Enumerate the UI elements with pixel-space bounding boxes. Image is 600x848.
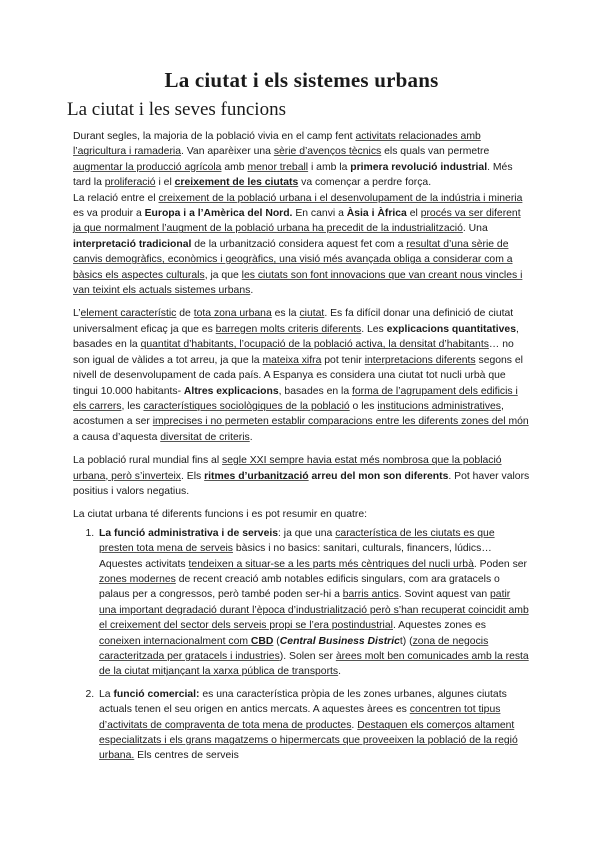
text: , ja que: [204, 269, 242, 281]
underlined-text: segle XXI sempre havia estat més nombrosa que la població urbana, però s’inverteix: [73, 455, 502, 482]
text: i amb la: [308, 161, 351, 173]
underlined-text: sèrie d’avenços tècnics: [273, 146, 382, 158]
text: de la urbanització considera aquest fet com a: [191, 238, 407, 250]
underlined-text: coneixen internacionalment com: [99, 635, 251, 647]
underlined-text: institucions administratives: [377, 400, 501, 412]
text: . Sovint aquest van: [398, 589, 491, 601]
bold-text: interpretació tradicional: [73, 238, 192, 250]
underlined-text: element característic: [80, 308, 177, 320]
underlined-text: zones modernes: [99, 573, 176, 585]
text: , acostumen a ser: [73, 400, 504, 428]
underlined-text: barregen molts criteris diferents: [215, 323, 362, 335]
bold-text: Europa i a l’Amèrica del Nord.: [144, 208, 293, 220]
underlined-text: quantitat d’habitants, l’ocupació de la població activa, la densitat d’habitants: [140, 339, 489, 351]
text: bàsics i no basics: sanitari, culturals, financers, lúdics… Aquestes activitats: [99, 543, 492, 570]
text: a causa d’aquesta: [73, 431, 161, 443]
underlined-text: menor treball: [247, 161, 309, 173]
underlined-text: mateixa xifra: [262, 354, 322, 366]
underlined-text: tendeixen a situar-se a les parts més cèntriques del nucli urbà: [188, 558, 474, 570]
underlined-text: interpretacions diferents: [364, 354, 476, 366]
underlined-text: Destaquen els comerços altament especialitzats i els grans magatzems o hipermercats que proveeixen la població de la regió urbana.: [99, 719, 518, 762]
bold-text: Altres explicacions: [183, 385, 279, 397]
text: ). Solen ser: [279, 651, 336, 662]
text: es la: [271, 308, 300, 320]
underlined-text: procés va ser diferent ja que normalment l’augment de la població urbana ha precedit de la industrialització: [73, 208, 521, 235]
bold-text: arreu del mon son diferents: [308, 470, 449, 482]
text: . Una: [462, 223, 488, 235]
text: els quals van permetre: [381, 146, 490, 158]
text: o les: [349, 400, 378, 412]
bold-text: La funció administrativa i de serveis: [99, 527, 279, 539]
text: .: [250, 285, 254, 297]
text: . Els: [181, 470, 205, 482]
text: .: [351, 719, 358, 731]
text: Durant segles, la majoria de la població vivia en el camp fent: [73, 131, 356, 142]
underlined-text: patir una important degradació durant l’època d’industrialització però s’han recuperat coincidit amb el creixement del sector dels serveis propi se l’era postindustrial: [99, 589, 529, 632]
text: La població rural mundial fins al: [73, 455, 223, 467]
text: La: [99, 688, 114, 700]
text: L’: [73, 308, 81, 320]
text: (: [273, 635, 280, 647]
underlined-text: les ciutats son font innovacions que van creant nous vincles i van teixint els actuals sistemes urbans: [73, 269, 523, 297]
underlined-text: concentren tot tipus d’activitats de compraventa de tota mena de productes: [99, 704, 501, 731]
text: En canvi a: [292, 208, 347, 220]
bold-underlined-text: CBD: [250, 635, 274, 647]
underlined-text: forma de l’agrupament dels edificis i els carrers: [73, 385, 518, 412]
list-item: [97, 526, 530, 680]
underlined-text: resultat d’una sèrie de canvis demogràfics, econòmics i geogràfics, una visió més avançada obliga a considerar com a bàsics els aspectes culturals: [73, 238, 513, 281]
underlined-text: característica de les ciutats es que presten tota mena de serveis: [99, 527, 495, 555]
text: .: [338, 666, 342, 678]
text: de: [176, 308, 194, 320]
text: i el: [155, 177, 175, 189]
bold-text: Àsia i Àfrica: [346, 208, 407, 220]
paragraph-history: [73, 129, 530, 298]
text: , basades en la: [278, 385, 353, 397]
underlined-text: activitats relacionades amb l’agricultura i ramaderia: [73, 131, 481, 158]
text: segons el nivell de desenvolupament de cada país. A Espanya es considera una ciutat tot nucli urbà que tingui 10.000 habitants-: [73, 354, 523, 397]
underlined-text: zona de negocis caracteritzada per gratacels i industries: [99, 635, 489, 662]
list-item: [97, 687, 530, 764]
text: . Es fa difícil donar una definició de ciutat universalment eficaç ja que es: [73, 308, 514, 335]
text: el: [406, 208, 421, 220]
page-title: La ciutat i els sistemes urbans: [164, 68, 439, 92]
text: . Pot haver valors positius i valors negatius.: [73, 470, 530, 497]
underlined-text: proliferació: [104, 177, 156, 189]
text: La relació entre el: [73, 192, 159, 204]
underlined-text: creixement de la població urbana i el desenvolupament de la indústria i mineria: [158, 192, 523, 204]
text: , les: [121, 400, 144, 412]
text: , basades en la: [73, 323, 519, 351]
text: de recent creació amb notables edificis singulars, com ara gratacels o palaus per a congressos, però també poden ser-hi a: [99, 573, 500, 601]
text: . Aquestes zones es: [392, 620, 486, 632]
bold-italic-text: Central Business Distric: [279, 635, 400, 647]
paragraph-functions-intro: La ciutat urbana té diferents funcions i es pot resumir en quatre:: [73, 509, 367, 521]
bold-underlined-text: ritmes d’urbanització: [204, 470, 309, 482]
underlined-text: tota zona urbana: [193, 308, 272, 320]
text: Els centres de serveis: [134, 750, 239, 762]
text: amb: [221, 161, 248, 173]
paragraph-urbanization: [73, 453, 530, 499]
text: pot tenir: [321, 354, 365, 366]
underlined-text: imprecises i no permeten establir comparacions entre les diferents zones del món: [152, 416, 529, 428]
text: . Poden ser: [473, 558, 527, 570]
bold-text: funció comercial:: [113, 688, 200, 700]
text: . Les: [361, 323, 387, 335]
text: … no son igual de vàlides a tot arreu, ja que la: [73, 339, 514, 366]
bold-text: primera revolució industrial: [350, 161, 488, 173]
text: t) (: [399, 635, 413, 647]
bold-text: explicacions quantitatives: [386, 323, 516, 335]
underlined-text: barris antics: [342, 589, 399, 601]
underlined-text: ciutat: [299, 308, 325, 320]
underlined-text: augmentar la producció agrícola: [73, 161, 222, 173]
text: .: [249, 431, 253, 443]
text: : ja que una: [278, 527, 336, 539]
text: va començar a perdre força.: [298, 177, 432, 189]
text: es va produir a: [73, 208, 145, 220]
underlined-text: àrees molt ben comunicades amb la resta de la ciutat mitjançant la xarxa pública de transports: [99, 651, 529, 678]
text: es una característica pròpia de les zones urbanes, algunes ciutats actuals tenen el seu origen en antics mercats. A aquestes àrees es: [99, 688, 507, 716]
text: . Van aparèixer una: [181, 146, 274, 158]
functions-list: [73, 526, 530, 764]
section-heading: La ciutat i les seves funcions: [67, 99, 286, 120]
bold-underlined-text: creixement de les ciutats: [174, 177, 299, 189]
underlined-text: diversitat de criteris: [160, 431, 250, 443]
text: . Més tard la: [73, 161, 513, 189]
underlined-text: característiques sociològiques de la població: [143, 400, 350, 412]
paragraph-definition: [73, 306, 530, 445]
